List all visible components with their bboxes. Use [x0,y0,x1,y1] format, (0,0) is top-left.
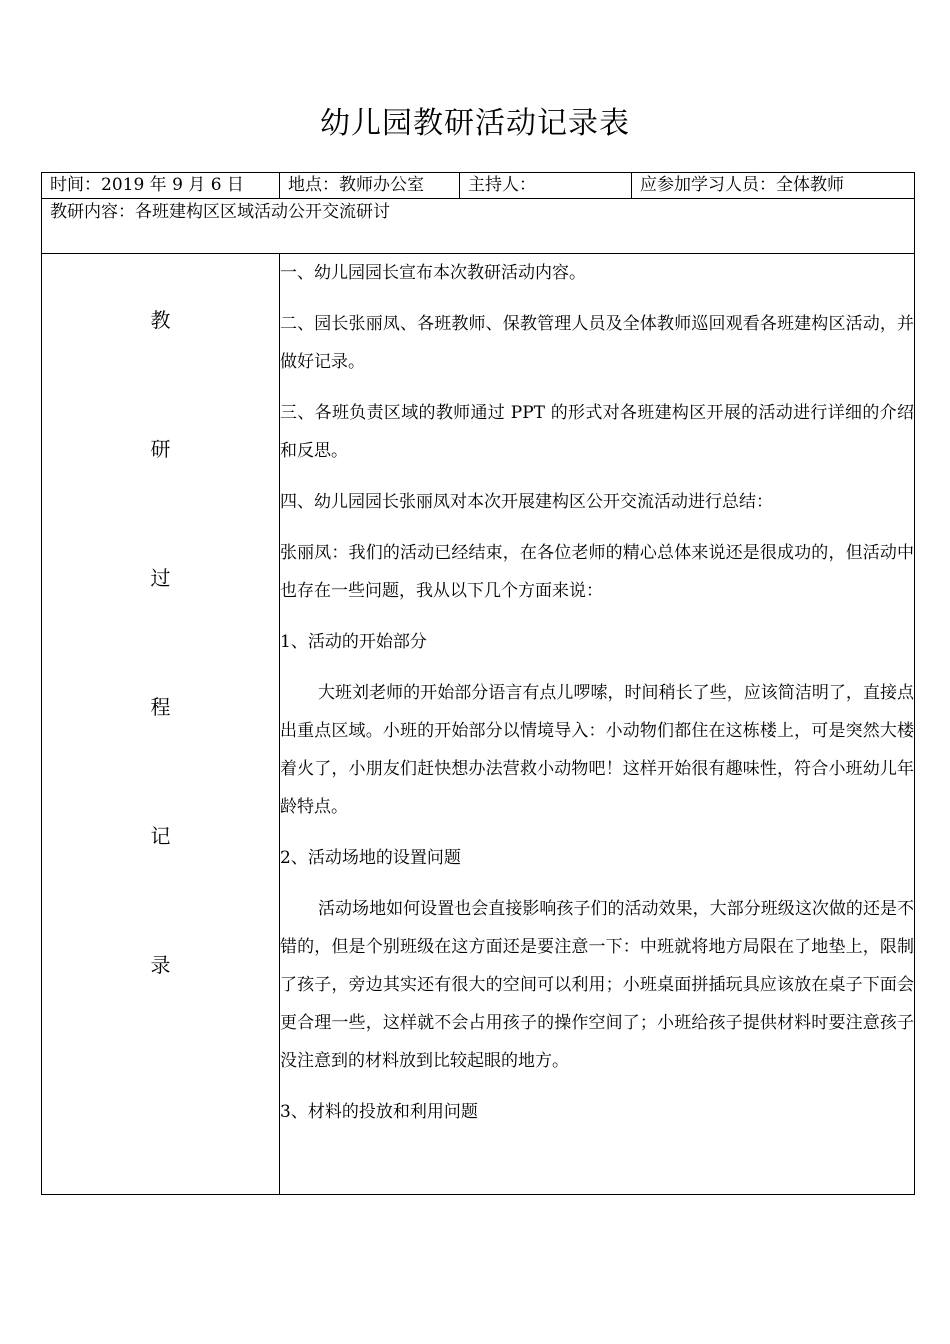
process-paragraph: 张丽凤：我们的活动已经结束，在各位老师的精心总体来说还是很成功的，但活动中也存在一些问题，我从以下几个方面来说： [280,543,914,601]
process-heading: 2、活动场地的设置问题 [280,848,461,868]
process-paragraph: 二、园长张丽凤、各班教师、保教管理人员及全体教师巡回观看各班建构区活动，并做好记录。 [280,314,914,372]
process-label-char: 过 [150,566,171,590]
participants-cell: 应参加学习人员：全体教师 [632,173,915,199]
meta-row [42,173,915,199]
process-label-char: 记 [150,824,171,848]
process-paragraph: 四、幼儿园园长张丽凤对本次开展建构区公开交流活动进行总结： [280,492,773,512]
host-cell: 主持人： [460,173,632,199]
process-heading: 1、活动的开始部分 [280,632,427,652]
process-label-char: 程 [150,695,171,719]
record-table [41,172,915,1195]
process-content-cell [280,254,915,1195]
process-heading: 3、材料的投放和利用问题 [280,1102,478,1122]
location-cell: 地点：教师办公室 [280,173,460,199]
process-label-char: 研 [150,437,171,461]
content-row [42,199,915,254]
process-paragraph: 一、幼儿园园长宣布本次教研活动内容。 [280,263,586,283]
research-content-cell: 教研内容：各班建构区区域活动公开交流研讨 [42,199,915,254]
process-label-cell [42,254,280,1195]
document-title: 幼儿园教研活动记录表 [320,106,630,141]
process-paragraph: 活动场地如何设置也会直接影响孩子们的活动效果，大部分班级这次做的还是不错的，但是个别班级在这方面还是要注意一下：中班就将地方局限在了地垫上，限制了孩子，旁边其实还有很大的空间可以利用；小班桌面拼插玩具应该放在桌子下面会更合理一些，这样就不会占用孩子的操作空间了；小班给孩子提供材料时要注意孩子没注意到的材料放到比较起眼的地方。 [280,899,914,1071]
time-cell: 时间：2019 年 9 月 6 日 [42,173,280,199]
process-paragraph: 三、各班负责区域的教师通过 PPT 的形式对各班建构区开展的活动进行详细的介绍和反思。 [280,403,914,461]
process-label [42,254,279,1082]
process-label-char: 录 [150,953,171,977]
process-paragraph: 大班刘老师的开始部分语言有点儿啰嗦，时间稍长了些，应该简洁明了，直接点出重点区域。小班的开始部分以情境导入：小动物们都住在这栋楼上，可是突然大楼着火了，小朋友们赶快想办法营救小动物吧！这样开始很有趣味性，符合小班幼儿年龄特点。 [280,683,914,817]
process-row [42,254,915,1195]
process-label-char: 教 [150,308,171,332]
